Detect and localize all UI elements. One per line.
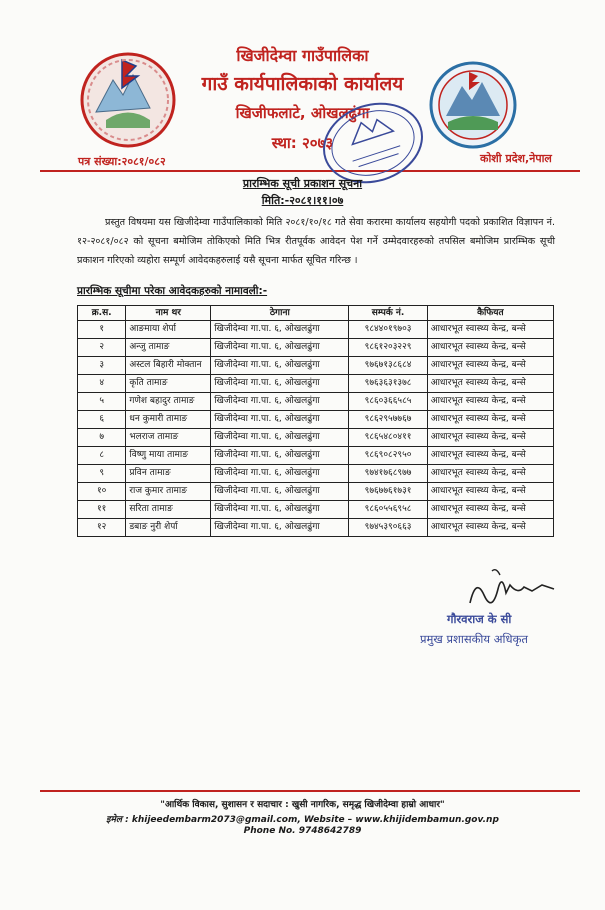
cell-address: खिजीदेम्वा गा.पा. ६, ओखलढुंगा [211,357,349,375]
cell-serial: ५ [78,393,126,411]
cell-address: खिजीदेम्वा गा.पा. ६, ओखलढुंगा [211,429,349,447]
cell-name: डबाङ नुरी शेर्पा [126,519,211,537]
cell-name: प्रविन तामाङ [126,465,211,483]
cell-remarks: आधारभूत स्वास्थ्य केन्द्र, बन्से [427,339,553,357]
cell-remarks: आधारभूत स्वास्थ्य केन्द्र, बन्से [427,375,553,393]
cell-remarks: आधारभूत स्वास्थ्य केन्द्र, बन्से [427,483,553,501]
cell-serial: ८ [78,447,126,465]
cell-name: भलराज तामाङ [126,429,211,447]
cell-address: खिजीदेम्वा गा.पा. ६, ओखलढुंगा [211,501,349,519]
handwritten-signature [462,565,562,615]
cell-contact: ९८६५४८०४११ [349,429,427,447]
cell-address: खिजीदेम्वा गा.पा. ६, ओखलढुंगा [211,483,349,501]
cell-serial: ७ [78,429,126,447]
cell-remarks: आधारभूत स्वास्थ्य केन्द्र, बन्से [427,429,553,447]
establishment-year: स्था: २०७३ [271,134,334,152]
cell-contact: ९८६०३६६५८५ [349,393,427,411]
table-row [78,393,554,411]
cell-contact: ९८६१२०३२२९ [349,339,427,357]
cell-address: खिजीदेम्वा गा.पा. ६, ओखलढुंगा [211,519,349,537]
cell-serial: ३ [78,357,126,375]
table-header-row [78,306,554,321]
table-row [78,339,554,357]
table-row [78,519,554,537]
table-row [78,447,554,465]
notice-body: प्रस्तुत विषयमा यस खिजीदेम्वा गाउँपालिकाको मिति २०८१/१०/१८ गते सेवा करारमा कार्यालय सहयोगी पदको प्रकाशित विज्ञापन नं. १२-२०८१/०८२ को सूचना बमोजिम तोकिएको मिति भित्र रीतपूर्वक आवेदन पेश गर्ने उम्मेदवारहरुको तपसिल बमोजिम प्रारम्भिक सूची प्रकाशन गरिएको व्यहोरा सम्पूर्ण आवेदकहरुलाई यसै सूचना मार्फत सूचित गरिन्छ । [77,217,555,266]
cell-serial: ९ [78,465,126,483]
cell-serial: १ [78,321,126,339]
cell-address: खिजीदेम्वा गा.पा. ६, ओखलढुंगा [211,393,349,411]
cell-serial: ११ [78,501,126,519]
footer-phone: Phone No. 9748642789 [243,826,362,836]
table-row [78,429,554,447]
cell-address: खिजीदेम्वा गा.पा. ६, ओखलढुंगा [211,375,349,393]
applicant-table [77,305,554,537]
header-contact: सम्पर्क नं. [349,306,427,321]
cell-contact: ९७४५३९०६६३ [349,519,427,537]
header-remarks: कैफियत [427,306,553,321]
cell-name: सरिता तामाङ [126,501,211,519]
footer-motto: "आर्थिक विकास, सुशासन र सदाचार : खुसी नागरिक, समृद्ध खिजीदेम्वा हाम्रो आधार" [160,800,445,810]
cell-contact: ९८६२९५७७६७ [349,411,427,429]
cell-remarks: आधारभूत स्वास्थ्य केन्द्र, बन्से [427,447,553,465]
header-serial: क्र.स. [78,306,126,321]
header-divider [40,170,580,172]
signatory-name: गौरवराज के सी [447,612,512,626]
footer-contact: इमेल : khijeedembarm2073@gmail.com, Website – www.khijidembamun.gov.np [106,815,499,825]
cell-contact: ९८४४०१९७०३ [349,321,427,339]
cell-name: गणेश बहादुर तामाङ [126,393,211,411]
list-heading: प्रारम्भिक सूचीमा परेका आवेदकहरुको नामावली:- [77,285,268,297]
cell-remarks: आधारभूत स्वास्थ्य केन्द्र, बन्से [427,411,553,429]
office-address: खिजीफलाटे, ओखलढुंगा [235,104,370,122]
table-row [78,375,554,393]
cell-name: अस्टल बिहारी मोक्तान [126,357,211,375]
cell-contact: ९७६७७६१७३१ [349,483,427,501]
table-row [78,411,554,429]
cell-serial: १२ [78,519,126,537]
table-row [78,501,554,519]
province-name: कोशी प्रदेश,नेपाल [480,152,552,165]
table-row [78,465,554,483]
cell-name: आङमाया शेर्पा [126,321,211,339]
table-row [78,357,554,375]
cell-name: धन कुमारी तामाङ [126,411,211,429]
cell-serial: २ [78,339,126,357]
cell-contact: ९७४१७६८९७७ [349,465,427,483]
header-name: नाम थर [126,306,211,321]
cell-name: अन्जु तामाङ [126,339,211,357]
municipality-name: खिजीदेम्वा गाउँपालिका [236,46,369,65]
cell-remarks: आधारभूत स्वास्थ्य केन्द्र, बन्से [427,357,553,375]
cell-remarks: आधारभूत स्वास्थ्य केन्द्र, बन्से [427,321,553,339]
cell-serial: ४ [78,375,126,393]
cell-name: राज कुमार तामाङ [126,483,211,501]
cell-name: कृति तामाङ [126,375,211,393]
cell-address: खिजीदेम्वा गा.पा. ६, ओखलढुंगा [211,339,349,357]
cell-contact: ९७६३६३१३७८ [349,375,427,393]
cell-serial: ६ [78,411,126,429]
cell-address: खिजीदेम्वा गा.पा. ६, ओखलढुंगा [211,447,349,465]
cell-contact: ९८६९०८२९५० [349,447,427,465]
cell-remarks: आधारभूत स्वास्थ्य केन्द्र, बन्से [427,393,553,411]
cell-contact: ९८६०५५६९५८ [349,501,427,519]
cell-address: खिजीदेम्वा गा.पा. ६, ओखलढुंगा [211,411,349,429]
cell-remarks: आधारभूत स्वास्थ्य केन्द्र, बन्से [427,519,553,537]
header-address: ठेगाना [211,306,349,321]
table-row [78,321,554,339]
notice-title: प्रारम्भिक सूची प्रकाशन सूचना [242,177,363,190]
cell-remarks: आधारभूत स्वास्थ्य केन्द्र, बन्से [427,501,553,519]
cell-serial: १० [78,483,126,501]
reference-number: पत्र संख्या:२०८१/०८२ [78,155,166,168]
footer-divider [40,790,580,792]
cell-name: विष्णु माया तामाङ [126,447,211,465]
signatory-designation: प्रमुख प्रशासकीय अधिकृत [420,632,528,646]
notice-date: मिति:-२०८१।११।०७ [261,194,344,207]
office-name: गाउँ कार्यपालिकाको कार्यालय [201,73,404,95]
table-row [78,483,554,501]
cell-address: खिजीदेम्वा गा.पा. ६, ओखलढुंगा [211,321,349,339]
cell-contact: ९७६७१३८६८४ [349,357,427,375]
cell-address: खिजीदेम्वा गा.पा. ६, ओखलढुंगा [211,465,349,483]
cell-remarks: आधारभूत स्वास्थ्य केन्द्र, बन्से [427,465,553,483]
